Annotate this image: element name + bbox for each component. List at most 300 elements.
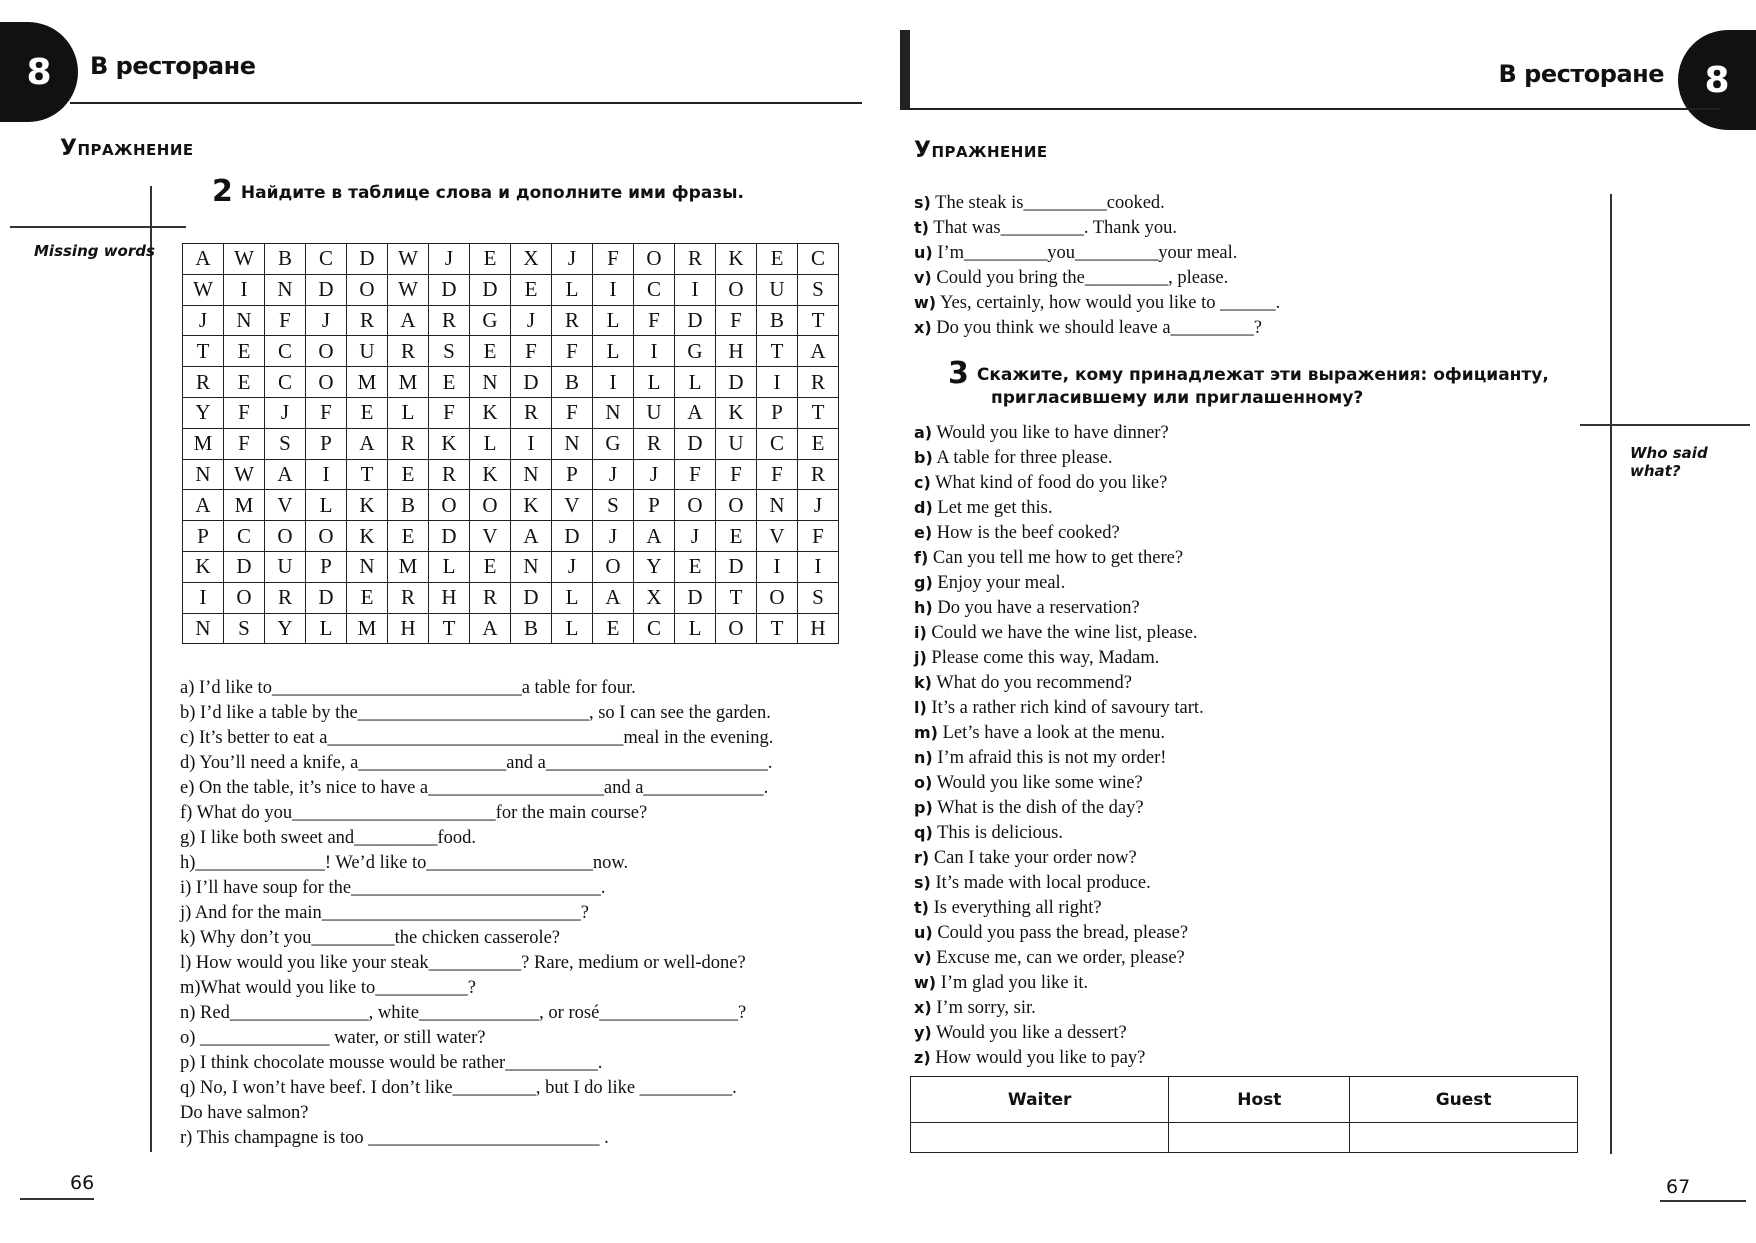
grid-cell: A [183,244,224,275]
grid-cell: S [429,336,470,367]
list-item [914,945,1204,970]
header-guest: Guest [1350,1077,1578,1123]
sentence-line: i) I’ll have soup for the___________________________. [180,878,606,898]
item-label: e) [914,523,933,542]
grid-cell: N [593,397,634,428]
margin-rule [1580,424,1750,426]
item-text: Would you like some wine? [936,773,1143,793]
item-label: g) [914,573,933,592]
grid-cell: D [716,367,757,398]
grid-cell: N [347,551,388,582]
answer-cell-waiter[interactable] [911,1123,1169,1153]
grid-cell: F [306,397,347,428]
answer-cell-guest[interactable] [1350,1123,1578,1153]
grid-row [183,613,839,644]
grid-cell: O [306,367,347,398]
grid-cell: B [388,490,429,521]
item-label: a) [914,423,933,442]
section-title: Упражнение [914,138,1048,163]
grid-cell: S [265,428,306,459]
grid-cell: L [306,613,347,644]
list-item [914,290,1280,315]
grid-cell: W [388,274,429,305]
grid-row [183,490,839,521]
grid-cell: I [675,274,716,305]
grid-cell: D [470,274,511,305]
item-label: j) [914,648,927,667]
margin-divider [1610,194,1612,1154]
grid-cell: W [388,244,429,275]
item-label: u) [914,243,933,262]
grid-cell: O [757,582,798,613]
grid-cell: F [716,305,757,336]
grid-cell: F [265,305,306,336]
grid-row [183,582,839,613]
grid-cell: L [675,367,716,398]
grid-cell: E [593,613,634,644]
grid-cell: Y [265,613,306,644]
grid-row [183,274,839,305]
grid-cell: J [675,521,716,552]
margin-note: Missing words [34,242,155,260]
grid-cell: V [552,490,593,521]
grid-cell: W [183,274,224,305]
grid-cell: Y [634,551,675,582]
grid-cell: A [675,397,716,428]
chapter-title: В ресторане [90,52,256,80]
grid-cell: L [552,582,593,613]
grid-cell: W [224,459,265,490]
grid-cell: H [716,336,757,367]
sentence-line: e) On the table, it’s nice to have a___________________and a_____________. [180,778,769,798]
item-text: Do you have a reservation? [937,598,1140,618]
grid-cell: G [470,305,511,336]
grid-cell: O [716,490,757,521]
grid-cell: R [798,367,839,398]
grid-cell: O [429,490,470,521]
list-item [914,920,1204,945]
grid-cell: O [306,336,347,367]
binding-shadow [900,30,910,110]
grid-cell: E [757,244,798,275]
grid-cell: F [429,397,470,428]
item-text: I’m sorry, sir. [936,998,1036,1018]
grid-cell: I [224,274,265,305]
grid-cell: K [716,397,757,428]
grid-cell: K [429,428,470,459]
grid-cell: U [347,336,388,367]
list-item [914,420,1204,445]
grid-cell: E [429,367,470,398]
item-label: f) [914,548,929,567]
sentence-line: g) I like both sweet and_________food. [180,828,476,848]
list-item [914,265,1280,290]
grid-cell: F [675,459,716,490]
grid-cell: A [634,521,675,552]
grid-cell: G [593,428,634,459]
item-text: It’s made with local produce. [935,873,1151,893]
item-label: h) [914,598,933,617]
grid-cell: F [593,244,634,275]
grid-cell: N [470,367,511,398]
grid-cell: M [388,551,429,582]
grid-cell: I [757,551,798,582]
grid-cell: E [798,428,839,459]
grid-row [183,459,839,490]
grid-cell: M [347,613,388,644]
page-number-rule [1660,1200,1746,1202]
item-text: The steak is_________cooked. [935,193,1165,213]
grid-cell: E [716,521,757,552]
grid-cell: C [224,521,265,552]
item-text: I’m afraid this is not my order! [937,748,1167,768]
answer-table [910,1076,1578,1153]
grid-cell: N [757,490,798,521]
sentence-line: Do have salmon? [180,1103,309,1123]
grid-cell: O [716,274,757,305]
chapter-badge: 8 [1678,30,1756,130]
list-item [914,470,1204,495]
grid-cell: P [757,397,798,428]
item-text: Let’s have a look at the menu. [942,723,1166,743]
grid-cell: T [757,336,798,367]
page-number: 67 [1666,1176,1691,1198]
list-item [914,770,1204,795]
grid-cell: N [183,459,224,490]
grid-cell: P [552,459,593,490]
grid-cell: B [511,613,552,644]
list-item [914,745,1204,770]
grid-cell: K [347,521,388,552]
word-search-grid [182,243,839,644]
grid-cell: J [593,459,634,490]
sentence-line: l) How would you like your steak__________? Rare, medium or well-done? [180,953,746,973]
grid-cell: E [347,397,388,428]
grid-cell: D [675,305,716,336]
item-label: s) [914,873,931,892]
grid-cell: J [593,521,634,552]
grid-cell: D [511,582,552,613]
grid-cell: V [470,521,511,552]
list-item [914,645,1204,670]
grid-cell: K [511,490,552,521]
grid-cell: A [593,582,634,613]
grid-cell: D [552,521,593,552]
list-item [914,870,1204,895]
item-text: It’s a rather rich kind of savoury tart. [931,698,1204,718]
grid-cell: V [265,490,306,521]
grid-cell: T [757,613,798,644]
item-text: Is everything all right? [933,898,1102,918]
chapter-badge: 8 [0,22,78,122]
grid-row [183,305,839,336]
item-text: I’m_________you_________your meal. [937,243,1238,263]
grid-cell: F [224,397,265,428]
grid-cell: S [798,582,839,613]
item-label: b) [914,448,933,467]
grid-cell: E [224,367,265,398]
list-item [914,620,1204,645]
grid-row [183,244,839,275]
sentence-line: j) And for the main____________________________? [180,903,590,923]
grid-cell: I [593,274,634,305]
list-item [914,995,1204,1020]
grid-cell: T [798,305,839,336]
page-number-rule [20,1198,94,1200]
item-label: p) [914,798,933,817]
grid-cell: E [224,336,265,367]
item-text: Enjoy your meal. [937,573,1066,593]
list-item [914,895,1204,920]
margin-divider [150,186,152,1152]
grid-cell: D [429,521,470,552]
grid-cell: N [552,428,593,459]
task-heading [212,174,744,209]
grid-cell: F [634,305,675,336]
grid-cell: D [675,582,716,613]
list-item [914,495,1204,520]
grid-cell: E [388,459,429,490]
grid-cell: K [470,397,511,428]
grid-cell: L [552,274,593,305]
item-label: w) [914,293,937,312]
grid-cell: C [634,274,675,305]
grid-cell: K [716,244,757,275]
item-text: Yes, certainly, how would you like to ______. [940,293,1281,313]
grid-cell: R [265,582,306,613]
list-item [914,795,1204,820]
item-text: This is delicious. [937,823,1063,843]
grid-cell: U [716,428,757,459]
grid-cell: O [675,490,716,521]
grid-cell: J [183,305,224,336]
grid-cell: L [429,551,470,582]
item-label: l) [914,698,927,717]
grid-cell: E [470,244,511,275]
item-text: I’m glad you like it. [940,973,1089,993]
grid-cell: F [552,397,593,428]
grid-cell: J [265,397,306,428]
item-label: k) [914,673,932,692]
grid-cell: J [634,459,675,490]
grid-cell: O [470,490,511,521]
task-instruction-line2: пригласившему или приглашенному? [991,388,1364,408]
chapter-title: В ресторане [1498,60,1664,88]
task-number: 3 [948,356,969,391]
item-label: d) [914,498,933,517]
grid-cell: T [716,582,757,613]
section-title: Упражнение [60,136,194,161]
item-label: x) [914,318,932,337]
item-label: w) [914,973,937,992]
grid-cell: R [388,582,429,613]
grid-cell: R [347,305,388,336]
grid-cell: I [757,367,798,398]
fill-in-sentences [180,676,773,1151]
grid-cell: R [388,428,429,459]
grid-cell: L [306,490,347,521]
list-item [914,720,1204,745]
item-label: q) [914,823,933,842]
page-number: 66 [70,1172,95,1194]
grid-cell: D [347,244,388,275]
sentence-line: h)______________! We’d like to__________________now. [180,853,629,873]
grid-cell: S [224,613,265,644]
sentence-line: o) ______________ water, or still water? [180,1028,486,1048]
sentence-line: p) I think chocolate mousse would be rather__________. [180,1053,603,1073]
item-text: Can you tell me how to get there? [932,548,1184,568]
item-text: Please come this way, Madam. [931,648,1160,668]
grid-cell: F [511,336,552,367]
list-item [914,820,1204,845]
sentence-line: d) You’ll need a knife, a________________and a________________________. [180,753,773,773]
header-host: Host [1169,1077,1350,1123]
phrase-list [914,420,1204,1070]
answer-cell-host[interactable] [1169,1123,1350,1153]
grid-cell: J [429,244,470,275]
grid-cell: N [511,459,552,490]
task-heading [948,356,1549,410]
grid-cell: M [224,490,265,521]
item-text: What is the dish of the day? [937,798,1144,818]
grid-cell: X [634,582,675,613]
grid-cell: T [183,336,224,367]
grid-cell: D [306,582,347,613]
grid-cell: L [675,613,716,644]
grid-cell: I [511,428,552,459]
grid-cell: K [470,459,511,490]
list-item [914,970,1204,995]
grid-cell: E [470,336,511,367]
grid-cell: D [675,428,716,459]
grid-row [183,551,839,582]
grid-cell: O [593,551,634,582]
grid-cell: L [552,613,593,644]
grid-cell: E [511,274,552,305]
grid-cell: O [634,244,675,275]
item-label: m) [914,723,938,742]
grid-cell: R [634,428,675,459]
grid-cell: R [798,459,839,490]
list-item [914,445,1204,470]
grid-cell: L [470,428,511,459]
grid-cell: J [798,490,839,521]
grid-cell: C [798,244,839,275]
grid-cell: S [798,274,839,305]
grid-cell: R [470,582,511,613]
grid-cell: K [183,551,224,582]
sentence-line: k) Why don’t you_________the chicken casserole? [180,928,561,948]
grid-cell: G [675,336,716,367]
grid-cell: P [306,551,347,582]
grid-cell: C [306,244,347,275]
grid-cell: J [511,305,552,336]
sentence-line: b) I’d like a table by the_________________________, so I can see the garden. [180,703,771,723]
grid-cell: E [347,582,388,613]
grid-cell: P [306,428,347,459]
list-item [914,190,1280,215]
grid-cell: O [347,274,388,305]
grid-cell: D [429,274,470,305]
grid-cell: U [634,397,675,428]
grid-cell: D [716,551,757,582]
grid-cell: I [183,582,224,613]
sentence-line: m)What would you like to__________? [180,978,476,998]
grid-cell: A [347,428,388,459]
grid-cell: D [306,274,347,305]
grid-cell: O [265,521,306,552]
item-label: z) [914,1048,931,1067]
item-text: Could we have the wine list, please. [931,623,1198,643]
grid-cell: A [388,305,429,336]
grid-cell: H [429,582,470,613]
item-text: Do you think we should leave a_________? [936,318,1263,338]
item-label: t) [914,218,929,237]
grid-cell: F [716,459,757,490]
grid-cell: E [388,521,429,552]
grid-cell: R [183,367,224,398]
grid-cell: P [634,490,675,521]
sentence-line: r) This champagne is too _________________________ . [180,1128,609,1148]
grid-cell: Y [183,397,224,428]
list-item [914,695,1204,720]
grid-cell: B [265,244,306,275]
grid-cell: F [224,428,265,459]
grid-cell: L [593,305,634,336]
sentence-line: c) It’s better to eat a________________________________meal in the evening. [180,728,774,748]
grid-cell: R [552,305,593,336]
grid-row [183,367,839,398]
grid-cell: H [798,613,839,644]
grid-cell: J [552,551,593,582]
list-item [914,1045,1204,1070]
task-number: 2 [212,174,233,209]
list-item [914,545,1204,570]
right-page [878,0,1756,1243]
grid-row [183,336,839,367]
item-label: u) [914,923,933,942]
grid-cell: M [183,428,224,459]
list-item [914,240,1280,265]
list-item [914,670,1204,695]
grid-cell: D [224,551,265,582]
grid-cell: C [634,613,675,644]
grid-cell: A [265,459,306,490]
header-waiter: Waiter [911,1077,1169,1123]
grid-cell: W [224,244,265,275]
item-text: What do you recommend? [936,673,1132,693]
header-rule [70,102,862,104]
item-label: r) [914,848,930,867]
grid-cell: T [798,397,839,428]
grid-cell: N [265,274,306,305]
item-label: s) [914,193,931,212]
task-instruction-line1: Скажите, кому принадлежат эти выражения: официанту, [976,365,1549,385]
item-label: x) [914,998,932,1017]
grid-cell: C [265,336,306,367]
grid-cell: N [224,305,265,336]
grid-cell: F [552,336,593,367]
grid-cell: V [757,521,798,552]
list-item [914,215,1280,240]
grid-cell: I [798,551,839,582]
grid-cell: I [634,336,675,367]
item-label: y) [914,1023,932,1042]
grid-cell: R [511,397,552,428]
grid-row [183,428,839,459]
sentence-line: n) Red_______________, white_____________, or rosé_______________? [180,1003,747,1023]
sentence-line: a) I’d like to___________________________a table for four. [180,678,636,698]
